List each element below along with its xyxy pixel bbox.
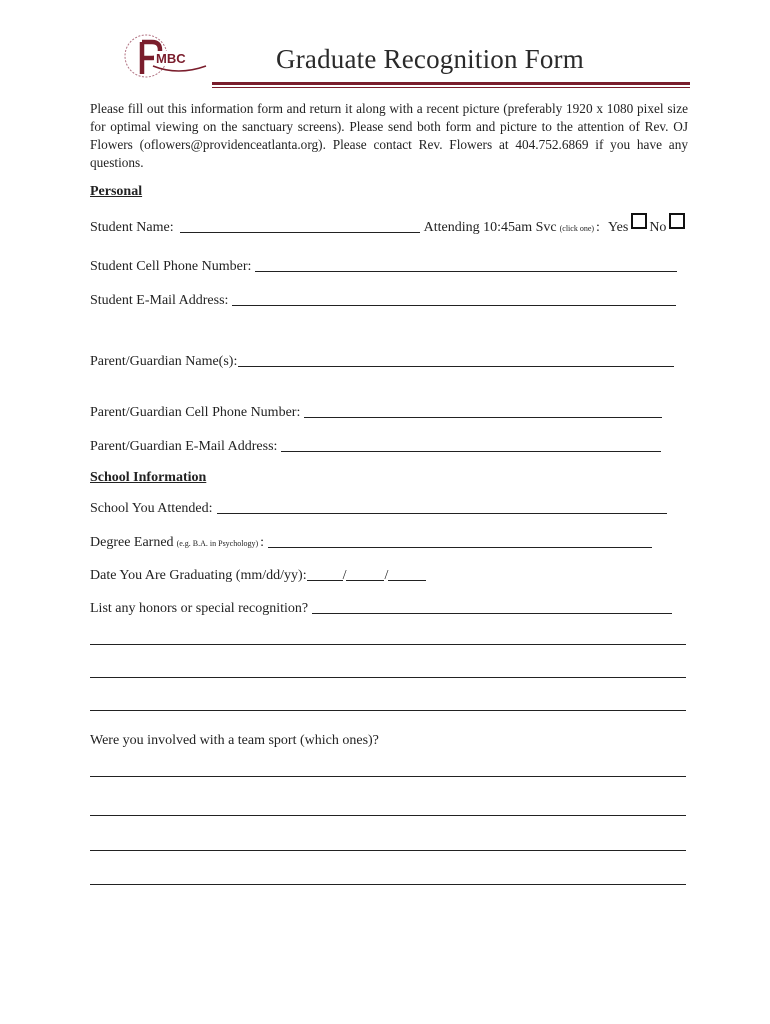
grad-date-row bbox=[90, 564, 426, 584]
student-name-field[interactable] bbox=[180, 218, 420, 233]
yes-label: Yes bbox=[607, 220, 629, 235]
school-row bbox=[90, 497, 667, 517]
date-separator: / bbox=[384, 568, 389, 583]
attending-label: Attending 10:45am Svc bbox=[423, 220, 557, 235]
no-label: No bbox=[649, 220, 667, 235]
school-heading: School Information bbox=[90, 470, 207, 485]
grad-day-field[interactable] bbox=[346, 566, 384, 581]
no-checkbox[interactable] bbox=[669, 213, 685, 229]
student-name-label: Student Name: bbox=[90, 220, 174, 235]
guardian-email-row bbox=[90, 435, 661, 455]
honors-row bbox=[90, 597, 672, 617]
guardian-cell-label: Parent/Guardian Cell Phone Number: bbox=[90, 405, 301, 420]
instructions-paragraph: Please fill out this information form and return it along with a recent picture (preferably 1920 x 1080 pixel size for optimal viewing on the sanctuary screens). Please send both form and picture to the attention of Rev. OJ Flowers (oflowers@providenceatlanta.org). Please contact Rev. Flowers at 404.752.6869 if you have any questions. bbox=[90, 101, 688, 170]
sport-line[interactable] bbox=[90, 815, 686, 816]
sport-row bbox=[90, 729, 379, 749]
degree-row bbox=[90, 531, 652, 551]
date-separator: / bbox=[342, 568, 347, 583]
student-cell-field[interactable] bbox=[255, 257, 677, 272]
honors-field[interactable] bbox=[312, 599, 672, 614]
guardian-email-field[interactable] bbox=[281, 437, 661, 452]
sport-label: Were you involved with a team sport (which ones)? bbox=[90, 733, 379, 748]
guardian-name-row bbox=[90, 350, 674, 370]
student-cell-row bbox=[90, 255, 677, 275]
student-email-label: Student E-Mail Address: bbox=[90, 293, 229, 308]
student-name-row bbox=[90, 216, 685, 236]
grad-year-field[interactable] bbox=[388, 566, 426, 581]
student-email-field[interactable] bbox=[232, 291, 676, 306]
student-cell-label: Student Cell Phone Number: bbox=[90, 259, 252, 274]
guardian-email-label: Parent/Guardian E-Mail Address: bbox=[90, 439, 278, 454]
grad-month-field[interactable] bbox=[307, 566, 343, 581]
honors-line[interactable] bbox=[90, 644, 686, 645]
church-logo bbox=[120, 30, 210, 82]
school-label: School You Attended: bbox=[90, 501, 213, 516]
degree-colon: : bbox=[260, 535, 265, 550]
guardian-cell-row bbox=[90, 401, 662, 421]
sport-line[interactable] bbox=[90, 884, 686, 885]
guardian-name-field[interactable] bbox=[238, 352, 674, 367]
degree-example-hint: (e.g. B.A. in Psychology) bbox=[176, 539, 259, 548]
school-field[interactable] bbox=[217, 499, 667, 514]
honors-label: List any honors or special recognition? bbox=[90, 601, 309, 616]
student-email-row bbox=[90, 289, 676, 309]
honors-line[interactable] bbox=[90, 677, 686, 678]
attending-colon: : bbox=[596, 220, 600, 235]
sport-line[interactable] bbox=[90, 850, 686, 851]
degree-field[interactable] bbox=[268, 533, 652, 548]
guardian-name-label: Parent/Guardian Name(s): bbox=[90, 354, 238, 369]
personal-heading: Personal bbox=[90, 184, 143, 199]
form-title: Graduate Recognition Form bbox=[276, 44, 584, 74]
honors-line[interactable] bbox=[90, 710, 686, 711]
title-rule-thick bbox=[212, 82, 690, 85]
grad-date-label: Date You Are Graduating (mm/dd/yy): bbox=[90, 568, 307, 583]
sport-line[interactable] bbox=[90, 776, 686, 777]
title-rule-thin bbox=[212, 87, 690, 88]
yes-checkbox[interactable] bbox=[631, 213, 647, 229]
click-one-hint: (click one) bbox=[559, 224, 595, 233]
degree-label: Degree Earned bbox=[90, 535, 174, 550]
guardian-cell-field[interactable] bbox=[304, 403, 662, 418]
svg-text:MBC: MBC bbox=[156, 51, 186, 66]
